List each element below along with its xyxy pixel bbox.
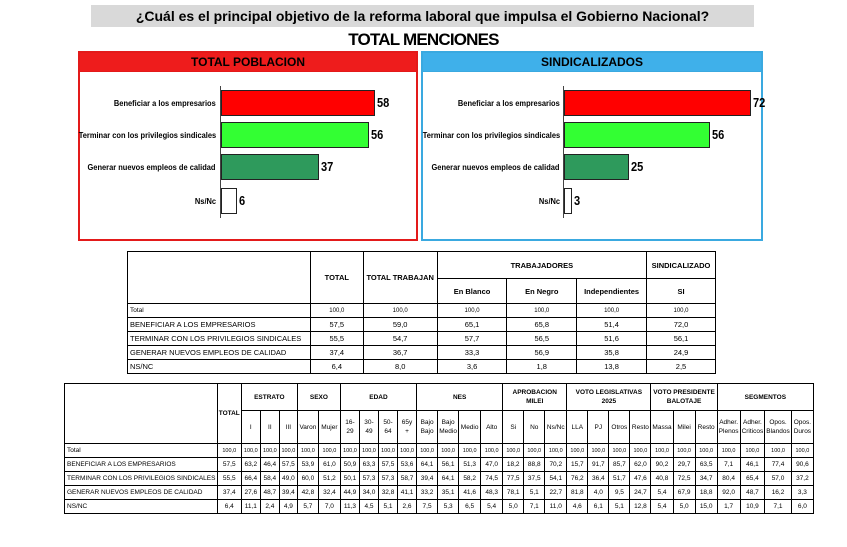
- table-cell: 100,0: [503, 444, 524, 458]
- chart-subtitle: TOTAL MENCIONES: [348, 30, 499, 49]
- table-cell: 100,0: [524, 444, 545, 458]
- column-header: Adher. Criticos: [740, 411, 765, 444]
- table-cell: 5,4: [651, 486, 673, 500]
- bar-category-label: Beneficiar a los empresarios: [114, 98, 216, 108]
- group-header: SEXO: [297, 384, 340, 411]
- table-cell: 40,8: [651, 472, 673, 486]
- table-cell: 76,2: [567, 472, 588, 486]
- column-header: Ns/Nc: [545, 411, 567, 444]
- table-cell: 72,0: [647, 318, 716, 332]
- table-cell: 2,5: [647, 360, 716, 374]
- table-cell: 100,0: [651, 444, 673, 458]
- table-row: [65, 458, 814, 472]
- column-header: LLA: [567, 411, 588, 444]
- column-header: III: [279, 411, 297, 444]
- table-cell: 4,0: [588, 486, 609, 500]
- column-header: Adher. Plenos: [717, 411, 740, 444]
- table-cell: 5,4: [651, 500, 673, 514]
- table-cell: 51,7: [609, 472, 630, 486]
- main-question: ¿Cuál es el principal objetivo de la reforma laboral que impulsa el Gobierno Nacional?: [91, 5, 754, 27]
- table-cell: 6,5: [459, 500, 481, 514]
- table-cell: 3,3: [791, 486, 813, 500]
- table-cell: 100,0: [260, 444, 279, 458]
- column-header: 65y +: [398, 411, 417, 444]
- table-cell: 32,4: [318, 486, 340, 500]
- table-cell: 80,4: [717, 472, 740, 486]
- bar-value-label: 56: [711, 127, 724, 142]
- bar-value-label: 72: [753, 95, 766, 110]
- table-cell: 100,0: [588, 444, 609, 458]
- table-cell: 100,0: [630, 444, 651, 458]
- table-cell: 53,6: [398, 458, 417, 472]
- table-cell: 33,2: [417, 486, 438, 500]
- table-row: [65, 500, 814, 514]
- row-label: Total: [128, 304, 311, 318]
- table-cell: 6,4: [310, 360, 363, 374]
- table-cell: 100,0: [673, 444, 695, 458]
- table-cell: 58,4: [260, 472, 279, 486]
- t1-header-en-blanco: En Blanco: [437, 279, 507, 304]
- bar-category-label: Terminar con los privilegios sindicales: [78, 130, 216, 140]
- table-cell: 12,8: [630, 500, 651, 514]
- bar-value-label: 58: [376, 95, 389, 110]
- table-cell: 34,0: [359, 486, 378, 500]
- table-cell: 100,0: [459, 444, 481, 458]
- table-cell: 2,4: [260, 500, 279, 514]
- column-header: PJ: [588, 411, 609, 444]
- table-cell: 63,5: [695, 458, 717, 472]
- table-cell: 100,0: [310, 304, 363, 318]
- table-cell: 63,2: [241, 458, 260, 472]
- bar-mark: [564, 188, 572, 214]
- bar-category-label: Ns/Nc: [194, 196, 216, 206]
- t2-header-total: TOTAL: [217, 384, 241, 444]
- bar-mark: [221, 122, 369, 148]
- group-header: SEGMENTOS: [717, 384, 813, 411]
- table-row: [128, 360, 716, 374]
- table-cell: 4,5: [359, 500, 378, 514]
- table-cell: 1,7: [717, 500, 740, 514]
- table-cell: 6,1: [588, 500, 609, 514]
- table-cell: 5,7: [297, 500, 318, 514]
- table-row: [128, 346, 716, 360]
- table-cell: 100,0: [417, 444, 438, 458]
- row-label: TERMINAR CON LOS PRIVILEGIOS SINDICALES: [128, 332, 311, 346]
- table-cell: 58,2: [459, 472, 481, 486]
- t1-header-si: SI: [647, 279, 716, 304]
- table-row: [128, 304, 716, 318]
- column-header: Bajo Bajo: [417, 411, 438, 444]
- table-cell: 5,1: [524, 486, 545, 500]
- table-cell: 5,1: [609, 500, 630, 514]
- row-label: Total: [65, 444, 218, 458]
- table-cell: 46,1: [740, 458, 765, 472]
- table-row: [65, 486, 814, 500]
- table-cell: 56,5: [507, 332, 577, 346]
- column-header: II: [260, 411, 279, 444]
- table-cell: 22,7: [545, 486, 567, 500]
- table-cell: 100,0: [507, 304, 577, 318]
- table-cell: 46,4: [260, 458, 279, 472]
- table-cell: 57,5: [279, 458, 297, 472]
- bar-mark: [564, 154, 629, 180]
- table-row: [65, 444, 814, 458]
- table-cell: 4,6: [567, 500, 588, 514]
- table-cell: 81,8: [567, 486, 588, 500]
- table-cell: 56,1: [438, 458, 459, 472]
- table-cell: 39,4: [417, 472, 438, 486]
- table-cell: 57,5: [217, 458, 241, 472]
- table-cell: 90,6: [791, 458, 813, 472]
- table-cell: 100,0: [481, 444, 503, 458]
- table-cell: 100,0: [359, 444, 378, 458]
- column-header: Varon: [297, 411, 318, 444]
- table-cell: 7,5: [417, 500, 438, 514]
- panel-title-total: TOTAL POBLACION: [80, 53, 416, 72]
- table-cell: 32,8: [379, 486, 398, 500]
- table-cell: 6,0: [791, 500, 813, 514]
- table-cell: 72,5: [673, 472, 695, 486]
- bar-mark: [221, 90, 375, 116]
- table-cell: 29,7: [673, 458, 695, 472]
- table-cell: 16,2: [765, 486, 792, 500]
- table-row: [65, 472, 814, 486]
- bar-category-label: Generar nuevos empleos de calidad: [431, 162, 560, 172]
- bar-category-label: Beneficiar a los empresarios: [458, 98, 560, 108]
- t1-header-independientes: Independientes: [577, 279, 647, 304]
- table-cell: 5,0: [503, 500, 524, 514]
- column-header: 30-49: [359, 411, 378, 444]
- group-header: VOTO LEGISLATIVAS 2025: [567, 384, 651, 411]
- bar-mark: [564, 122, 710, 148]
- table-cell: 57,0: [765, 472, 792, 486]
- table-cell: 49,0: [279, 472, 297, 486]
- table-cell: 100,0: [717, 444, 740, 458]
- t1-header-trabajadores: TRABAJADORES: [437, 252, 646, 279]
- table-cell: 33,3: [437, 346, 507, 360]
- table-cell: 88,8: [524, 458, 545, 472]
- table-cell: 55,5: [217, 472, 241, 486]
- table-cell: 18,8: [695, 486, 717, 500]
- table-cell: 15,7: [567, 458, 588, 472]
- group-header: ESTRATO: [241, 384, 297, 411]
- bar-category-label: Generar nuevos empleos de calidad: [87, 162, 216, 172]
- column-header: Resto: [695, 411, 717, 444]
- table-cell: 57,3: [379, 472, 398, 486]
- row-label: GENERAR NUEVOS EMPLEOS DE CALIDAD: [65, 486, 218, 500]
- column-header: Si: [503, 411, 524, 444]
- bar-mark: [221, 188, 237, 214]
- table-cell: 48,3: [481, 486, 503, 500]
- bar-value-label: 6: [238, 193, 246, 208]
- table-cell: 27,6: [241, 486, 260, 500]
- table-cell: 63,3: [359, 458, 378, 472]
- table-cell: 100,0: [438, 444, 459, 458]
- table-segmentos: [64, 383, 814, 514]
- table-cell: 1,8: [507, 360, 577, 374]
- table-cell: 51,6: [577, 332, 647, 346]
- column-header: Alto: [481, 411, 503, 444]
- bar-mark: [221, 154, 319, 180]
- group-header: NES: [417, 384, 503, 411]
- table-cell: 61,0: [318, 458, 340, 472]
- group-header: APROBACION MILEI: [503, 384, 567, 411]
- column-header: Milei: [673, 411, 695, 444]
- table-cell: 66,4: [241, 472, 260, 486]
- table-cell: 100,0: [398, 444, 417, 458]
- table-row: [128, 318, 716, 332]
- table-cell: 100,0: [695, 444, 717, 458]
- table-cell: 100,0: [647, 304, 716, 318]
- column-header: Bajo Medio: [438, 411, 459, 444]
- bar-value-label: 37: [321, 159, 334, 174]
- table-cell: 11,3: [340, 500, 359, 514]
- column-header: Opos. Duros: [791, 411, 813, 444]
- table-cell: 100,0: [379, 444, 398, 458]
- table-cell: 34,7: [695, 472, 717, 486]
- t1-header-total-trabajan: TOTAL TRABAJAN: [363, 252, 437, 304]
- table-cell: 55,5: [310, 332, 363, 346]
- bar-category-label: Ns/Nc: [538, 196, 560, 206]
- bar-mark: [564, 90, 751, 116]
- table-cell: 77,4: [765, 458, 792, 472]
- row-label: BENEFICIAR A LOS EMPRESARIOS: [128, 318, 311, 332]
- table-cell: 35,8: [577, 346, 647, 360]
- table-cell: 100,0: [740, 444, 765, 458]
- table-cell: 15,0: [695, 500, 717, 514]
- bar-value-label: 3: [573, 193, 580, 208]
- group-header: EDAD: [340, 384, 416, 411]
- table-cell: 13,8: [577, 360, 647, 374]
- column-header: 16-29: [340, 411, 359, 444]
- table-cell: 37,4: [217, 486, 241, 500]
- table-cell: 48,7: [740, 486, 765, 500]
- t1-header-sindicalizado: SINDICALIZADO: [647, 252, 716, 279]
- table-cell: 50,1: [340, 472, 359, 486]
- panel-title-sindicalizados: SINDICALIZADOS: [423, 53, 761, 72]
- table-cell: 90,2: [651, 458, 673, 472]
- column-header: Mujer: [318, 411, 340, 444]
- row-label: NS/NC: [128, 360, 311, 374]
- column-header: 50-64: [379, 411, 398, 444]
- table-cell: 57,5: [379, 458, 398, 472]
- table-cell: 41,1: [398, 486, 417, 500]
- column-header: No: [524, 411, 545, 444]
- table-cell: 100,0: [577, 304, 647, 318]
- bar-value-label: 25: [631, 159, 644, 174]
- table-cell: 62,0: [630, 458, 651, 472]
- table-row: [128, 332, 716, 346]
- table-cell: 51,4: [577, 318, 647, 332]
- table-cell: 100,0: [318, 444, 340, 458]
- table-cell: 100,0: [609, 444, 630, 458]
- table-cell: 36,7: [363, 346, 437, 360]
- table-total-trabajadores: [127, 251, 716, 374]
- table-cell: 7,0: [318, 500, 340, 514]
- table-cell: 65,8: [507, 318, 577, 332]
- table-cell: 47,0: [481, 458, 503, 472]
- table-cell: 7,1: [717, 458, 740, 472]
- table-cell: 59,0: [363, 318, 437, 332]
- table-cell: 7,1: [524, 500, 545, 514]
- table-cell: 100,0: [279, 444, 297, 458]
- table-cell: 6,4: [217, 500, 241, 514]
- table-cell: 24,9: [647, 346, 716, 360]
- table-cell: 100,0: [567, 444, 588, 458]
- table-cell: 37,4: [310, 346, 363, 360]
- row-label: BENEFICIAR A LOS EMPRESARIOS: [65, 458, 218, 472]
- table-cell: 64,1: [417, 458, 438, 472]
- table-cell: 100,0: [765, 444, 792, 458]
- table-cell: 64,1: [438, 472, 459, 486]
- table-cell: 100,0: [297, 444, 318, 458]
- table-cell: 100,0: [340, 444, 359, 458]
- table-cell: 100,0: [217, 444, 241, 458]
- table-cell: 70,2: [545, 458, 567, 472]
- table-cell: 5,4: [481, 500, 503, 514]
- table-cell: 42,8: [297, 486, 318, 500]
- table-cell: 57,3: [359, 472, 378, 486]
- table-cell: 24,7: [630, 486, 651, 500]
- table-cell: 39,4: [279, 486, 297, 500]
- table-cell: 35,1: [438, 486, 459, 500]
- table-cell: 100,0: [437, 304, 507, 318]
- table-cell: 91,7: [588, 458, 609, 472]
- table-cell: 44,9: [340, 486, 359, 500]
- table-cell: 18,2: [503, 458, 524, 472]
- table-cell: 100,0: [791, 444, 813, 458]
- table-cell: 10,9: [740, 500, 765, 514]
- table-cell: 11,1: [241, 500, 260, 514]
- table-cell: 8,0: [363, 360, 437, 374]
- t1-header-total: TOTAL: [310, 252, 363, 304]
- table-cell: 51,2: [318, 472, 340, 486]
- table-cell: 37,5: [524, 472, 545, 486]
- t1-header-en-negro: En Negro: [507, 279, 577, 304]
- table-cell: 58,7: [398, 472, 417, 486]
- table-cell: 41,6: [459, 486, 481, 500]
- table-cell: 56,9: [507, 346, 577, 360]
- table-cell: 4,9: [279, 500, 297, 514]
- table-cell: 5,3: [438, 500, 459, 514]
- table-cell: 100,0: [545, 444, 567, 458]
- table-cell: 50,9: [340, 458, 359, 472]
- table-cell: 3,6: [437, 360, 507, 374]
- table-cell: 2,6: [398, 500, 417, 514]
- table-cell: 57,7: [437, 332, 507, 346]
- row-label: NS/NC: [65, 500, 218, 514]
- bar-category-label: Terminar con los privilegios sindicales: [422, 130, 560, 140]
- table-cell: 65,1: [437, 318, 507, 332]
- table-cell: 78,1: [503, 486, 524, 500]
- table-cell: 92,0: [717, 486, 740, 500]
- table-cell: 11,0: [545, 500, 567, 514]
- table-cell: 54,7: [363, 332, 437, 346]
- table-cell: 57,5: [310, 318, 363, 332]
- column-header: I: [241, 411, 260, 444]
- column-header: Otros: [609, 411, 630, 444]
- column-header: Massa: [651, 411, 673, 444]
- table-cell: 9,5: [609, 486, 630, 500]
- row-label: TERMINAR CON LOS PRIVILEGIOS SINDICALES: [65, 472, 218, 486]
- table-cell: 47,6: [630, 472, 651, 486]
- table-cell: 36,4: [588, 472, 609, 486]
- table-cell: 60,0: [297, 472, 318, 486]
- table-cell: 7,1: [765, 500, 792, 514]
- table-cell: 77,5: [503, 472, 524, 486]
- table-cell: 65,4: [740, 472, 765, 486]
- table-cell: 67,9: [673, 486, 695, 500]
- row-label: GENERAR NUEVOS EMPLEOS DE CALIDAD: [128, 346, 311, 360]
- table-cell: 54,1: [545, 472, 567, 486]
- column-header: Resto: [630, 411, 651, 444]
- table-cell: 51,3: [459, 458, 481, 472]
- table-cell: 85,7: [609, 458, 630, 472]
- bar-value-label: 56: [371, 127, 384, 142]
- table-cell: 100,0: [241, 444, 260, 458]
- table-cell: 56,1: [647, 332, 716, 346]
- table-cell: 48,7: [260, 486, 279, 500]
- table-cell: 5,0: [673, 500, 695, 514]
- column-header: Medio: [459, 411, 481, 444]
- table-cell: 5,1: [379, 500, 398, 514]
- group-header: VOTO PRESIDENTE BALOTAJE: [651, 384, 717, 411]
- table-cell: 74,5: [481, 472, 503, 486]
- column-header: Opos. Blandos: [765, 411, 792, 444]
- table-cell: 100,0: [363, 304, 437, 318]
- table-cell: 53,9: [297, 458, 318, 472]
- table-cell: 37,2: [791, 472, 813, 486]
